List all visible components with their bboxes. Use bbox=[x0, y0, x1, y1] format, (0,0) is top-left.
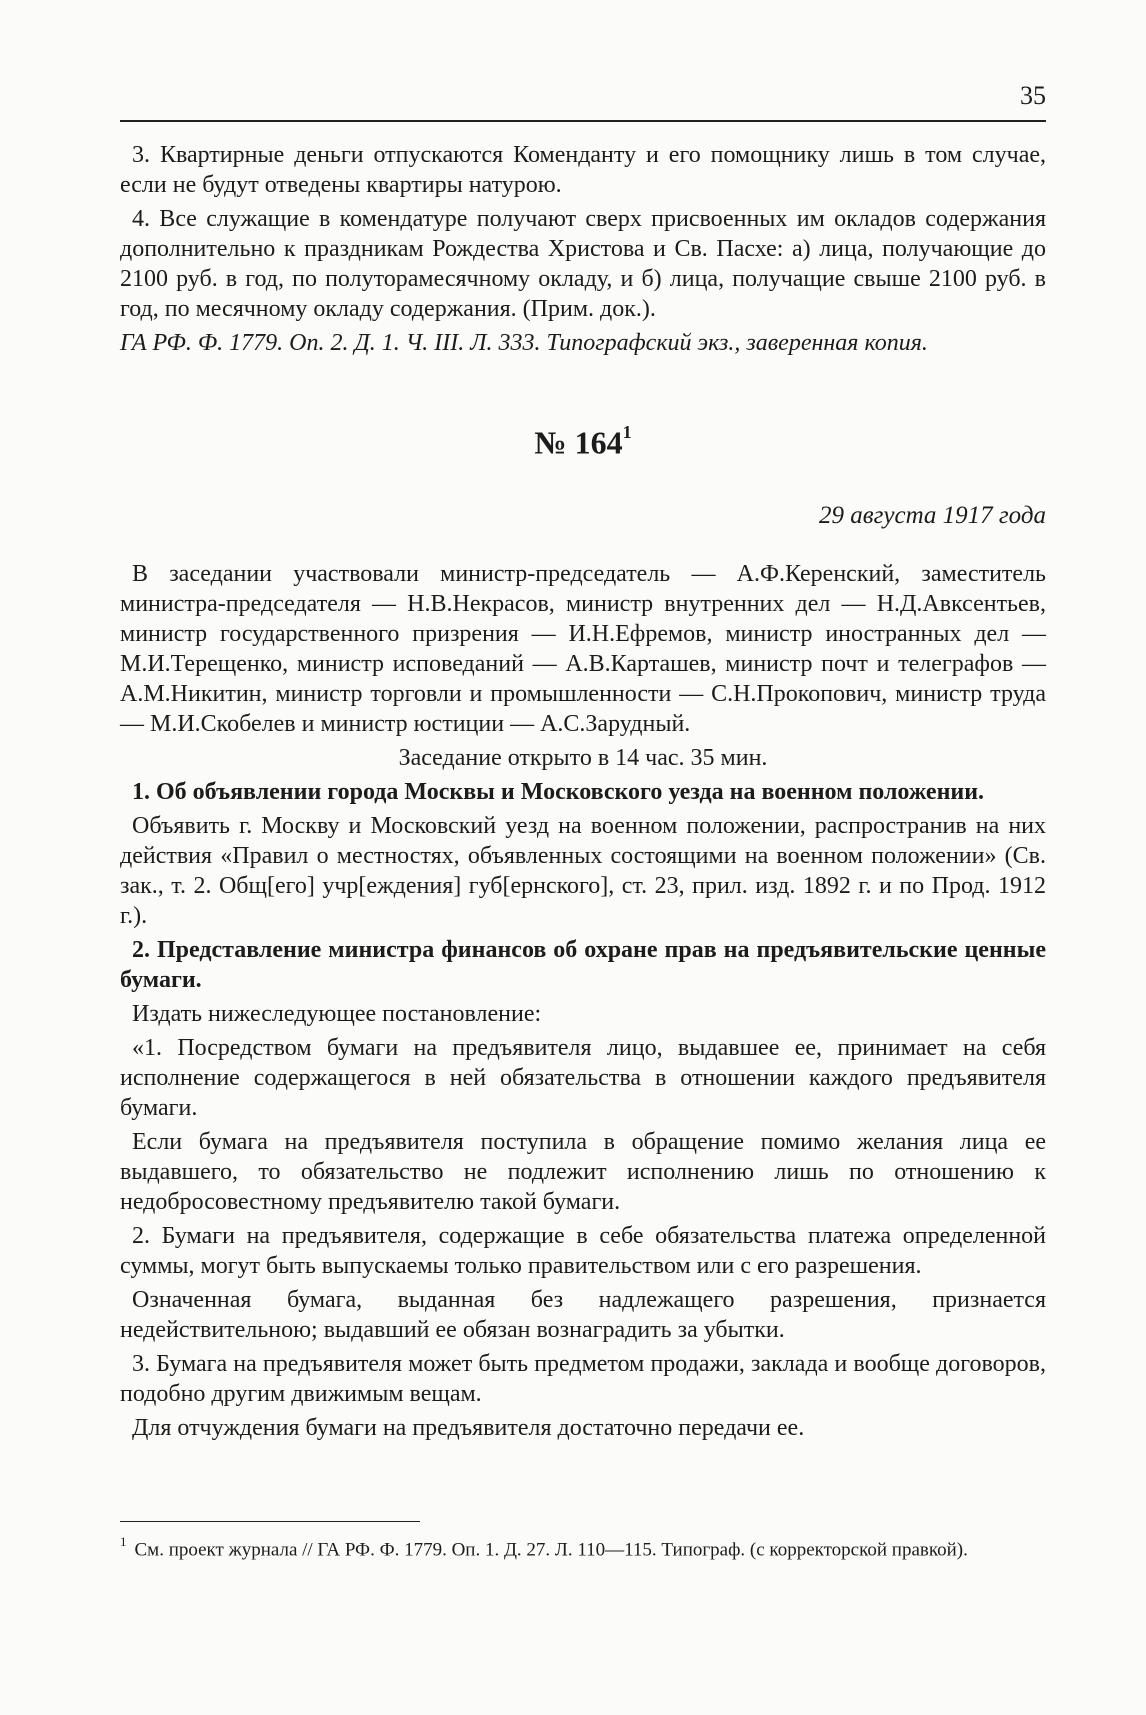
footnote-mark: 1 bbox=[120, 1534, 127, 1549]
document-date: 29 августа 1917 года bbox=[819, 501, 1046, 529]
participants-paragraph: В заседании участвовали министр-председатель — А.Ф.Керенский, заместитель министра-председателя — Н.В.Некрасов, министр внутренних дел — Н.Д.Авксентьев, министр государственного призрения — И.Н.Ефремов, министр иностранных дел — М.И.Терещенко, министр исповеданий — А.В.Карташев, министр почт и телеграфов — А.М.Никитин, министр торговли и промышленности — С.Н.Прокопович, министр труда — М.И.Скобелев и министр юстиции — А.С.Зарудный. bbox=[120, 560, 1046, 737]
item2-paragraph: 2. Бумаги на предъявителя, содержащие в себе обязательства платежа определенной суммы, могут быть выпускаемы только правительством или с его разрешения. bbox=[120, 1222, 1046, 1279]
footnote-reference: 1 bbox=[622, 422, 632, 442]
document-number-text: № 164 bbox=[534, 424, 623, 461]
item2-paragraph: Если бумага на предъявителя поступила в обращение помимо желания лица ее выдавшего, то обязательство не подлежит исполнению лишь по отношению к недобросовестному предъявителю такой бумаги. bbox=[120, 1128, 1046, 1215]
item2-paragraph: 3. Бумага на предъявителя может быть предметом продажи, заклада и вообще договоров, подобно другим движимым вещам. bbox=[120, 1350, 1046, 1407]
item2-paragraph: Означенная бумага, выданная без надлежащего разрешения, признается недействительною; выдавший ее обязан вознаградить за убытки. bbox=[120, 1286, 1046, 1343]
footnote-rule bbox=[120, 1521, 420, 1522]
page-number: 35 bbox=[1020, 81, 1046, 110]
opening-line: Заседание открыто в 14 час. 35 мин. bbox=[398, 744, 768, 771]
paragraph: 3. Квартирные деньги отпускаются Коменданту и его помощнику лишь в том случае, если не будут отведены квартиры натурою. bbox=[120, 142, 1046, 198]
item2-heading: 2. Представление министра финансов об охране прав на предъявительские ценные бумаги. bbox=[120, 936, 1046, 993]
item1-text: Объявить г. Москву и Московский уезд на военном положении, распространив на них действия «Правил о местностях, объявленных состоящими на военном положении» (Св. зак., т. 2. Общ[его] учр[еждения] губ[ернского], ст. 23, прил. изд. 1892 г. и по Прод. 1912 г.). bbox=[120, 812, 1046, 929]
item2-paragraph: Для отчуждения бумаги на предъявителя достаточно передачи ее. bbox=[132, 1414, 805, 1441]
item2-paragraph: «1. Посредством бумаги на предъявителя лицо, выдавшее ее, принимает на себя исполнение содержащегося в ней обязательства в отношении каждого предъявителя бумаги. bbox=[120, 1034, 1046, 1121]
footnote-text: См. проект журнала // ГА РФ. Ф. 1779. Оп. 1. Д. 27. Л. 110—115. Типограф. (с корректорской правкой). bbox=[134, 1539, 968, 1561]
footnote bbox=[120, 1531, 1046, 1562]
item1-heading: 1. Об объявлении города Москвы и Московского уезда на военном положении. bbox=[132, 778, 985, 805]
header-rule bbox=[120, 120, 1046, 122]
item2-paragraph: Издать нижеследующее постановление: bbox=[132, 1000, 542, 1027]
paragraph: 4. Все служащие в комендатуре получают сверх присвоенных им окладов содержания дополнительно к праздникам Рождества Христова и Св. Пасхе: а) лица, получающие до 2100 руб. в год, по полуторамесячному окладу, и б) лица, получащие свыше 2100 руб. в год, по месячному окладу содержания. (Прим. док.). bbox=[120, 206, 1046, 322]
page-body bbox=[120, 140, 1046, 1447]
archive-source-note: ГА РФ. Ф. 1779. Оп. 2. Д. 1. Ч. III. Л. 333. Типографский экз., заверенная копия. bbox=[120, 330, 928, 356]
document-number bbox=[120, 416, 1046, 463]
